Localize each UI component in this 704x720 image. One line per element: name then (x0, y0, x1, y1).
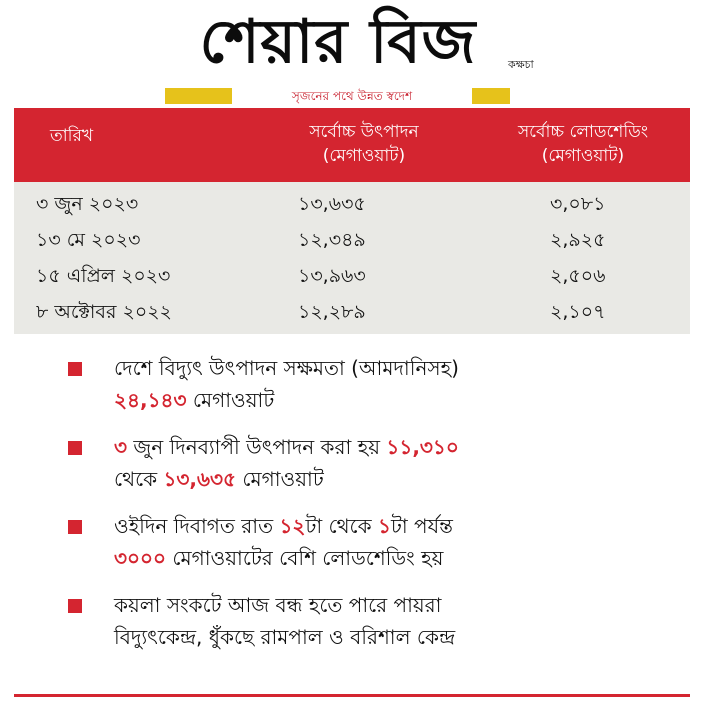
bullet-highlight: ১২ (279, 514, 306, 538)
bullet-highlight: ১৩,৬৩৫ (163, 467, 237, 491)
masthead (0, 0, 704, 108)
bottom-rule (14, 694, 690, 697)
bullet-square-icon (68, 362, 82, 376)
table-row (14, 294, 690, 330)
bullet-text: ওইদিন দিবাগত রাত (114, 514, 280, 538)
bullet-highlight: ১১,৩১০ (386, 435, 459, 459)
cell-date: ৮ অক্টোবর ২০২২ (36, 301, 172, 323)
bullet-text: জুন দিনব্যাপী উৎপাদন করা হয় (127, 435, 387, 459)
cell-generation: ১২,২৮৯ (298, 301, 366, 323)
header-loadshedding (480, 120, 686, 168)
bullet-highlight: ১ (377, 514, 391, 538)
header-loadshedding-line1: সর্বোচ্চ লোডশেডিং (517, 122, 649, 142)
list-item (62, 431, 682, 495)
bullet-text: টা থেকে (305, 514, 378, 538)
table-row (14, 186, 690, 222)
header-date: তারিখ (50, 126, 94, 146)
cell-date: ৩ জুন ২০২৩ (36, 193, 139, 215)
logo-small-text: কক্ষচা (508, 58, 534, 71)
cell-generation: ১৩,৬৩৫ (298, 193, 366, 215)
header-generation-line2: (মেগাওয়াট) (322, 146, 406, 166)
table-row (14, 222, 690, 258)
cell-date: ১৩ মে ২০২৩ (36, 229, 141, 251)
cell-loadshedding: ২,৯২৫ (550, 229, 606, 251)
bullet-text: দেশে বিদ্যুৎ উৎপাদন সক্ষমতা (আমদানিসহ) (114, 356, 459, 380)
header-generation-line1: সর্বোচ্চ উৎপাদন (309, 122, 419, 142)
bullet-square-icon (68, 599, 82, 613)
list-item (62, 352, 682, 416)
bullet-highlight: ২৪,১৪৩ (114, 388, 187, 412)
logo: শেয়ার বিজ (199, 7, 477, 77)
cell-generation: ১৩,৯৬৩ (298, 265, 366, 287)
header-generation (264, 120, 464, 168)
cell-loadshedding: ৩,০৮১ (550, 193, 606, 215)
cell-generation: ১২,৩৪৯ (298, 229, 366, 251)
bullet-text: মেগাওয়াট (186, 388, 275, 412)
header-loadshedding-line2: (মেগাওয়াট) (541, 146, 625, 166)
bullet-text: বিদ্যুৎকেন্দ্র, ধুঁকছে রামপাল ও বরিশাল কেন্দ্র (114, 625, 456, 649)
bullet-list (62, 352, 682, 668)
cell-loadshedding: ২,৫০৬ (550, 265, 606, 287)
table-row (14, 258, 690, 294)
cell-date: ১৫ এপ্রিল ২০২৩ (36, 265, 171, 287)
bullet-square-icon (68, 520, 82, 534)
power-table (14, 108, 690, 334)
tagline: সৃজনের পথে উন্নত স্বদেশ (232, 86, 472, 106)
table-body (14, 182, 690, 334)
cell-loadshedding: ২,১০৭ (550, 301, 606, 323)
list-item (62, 510, 682, 574)
bullet-text: মেগাওয়াট (236, 467, 324, 491)
list-item (62, 589, 682, 653)
bullet-text: মেগাওয়াটের বেশি লোডশেডিং হয় (166, 546, 444, 570)
bullet-square-icon (68, 441, 82, 455)
bullet-text: টা পর্যন্ত (390, 514, 453, 538)
bullet-highlight: ৩০০০ (114, 546, 167, 570)
bullet-text: কয়লা সংকটে আজ বন্ধ হতে পারে পায়রা (114, 593, 442, 617)
bullet-highlight: ৩ (114, 435, 128, 459)
table-header (14, 108, 690, 182)
bullet-text: থেকে (114, 467, 164, 491)
